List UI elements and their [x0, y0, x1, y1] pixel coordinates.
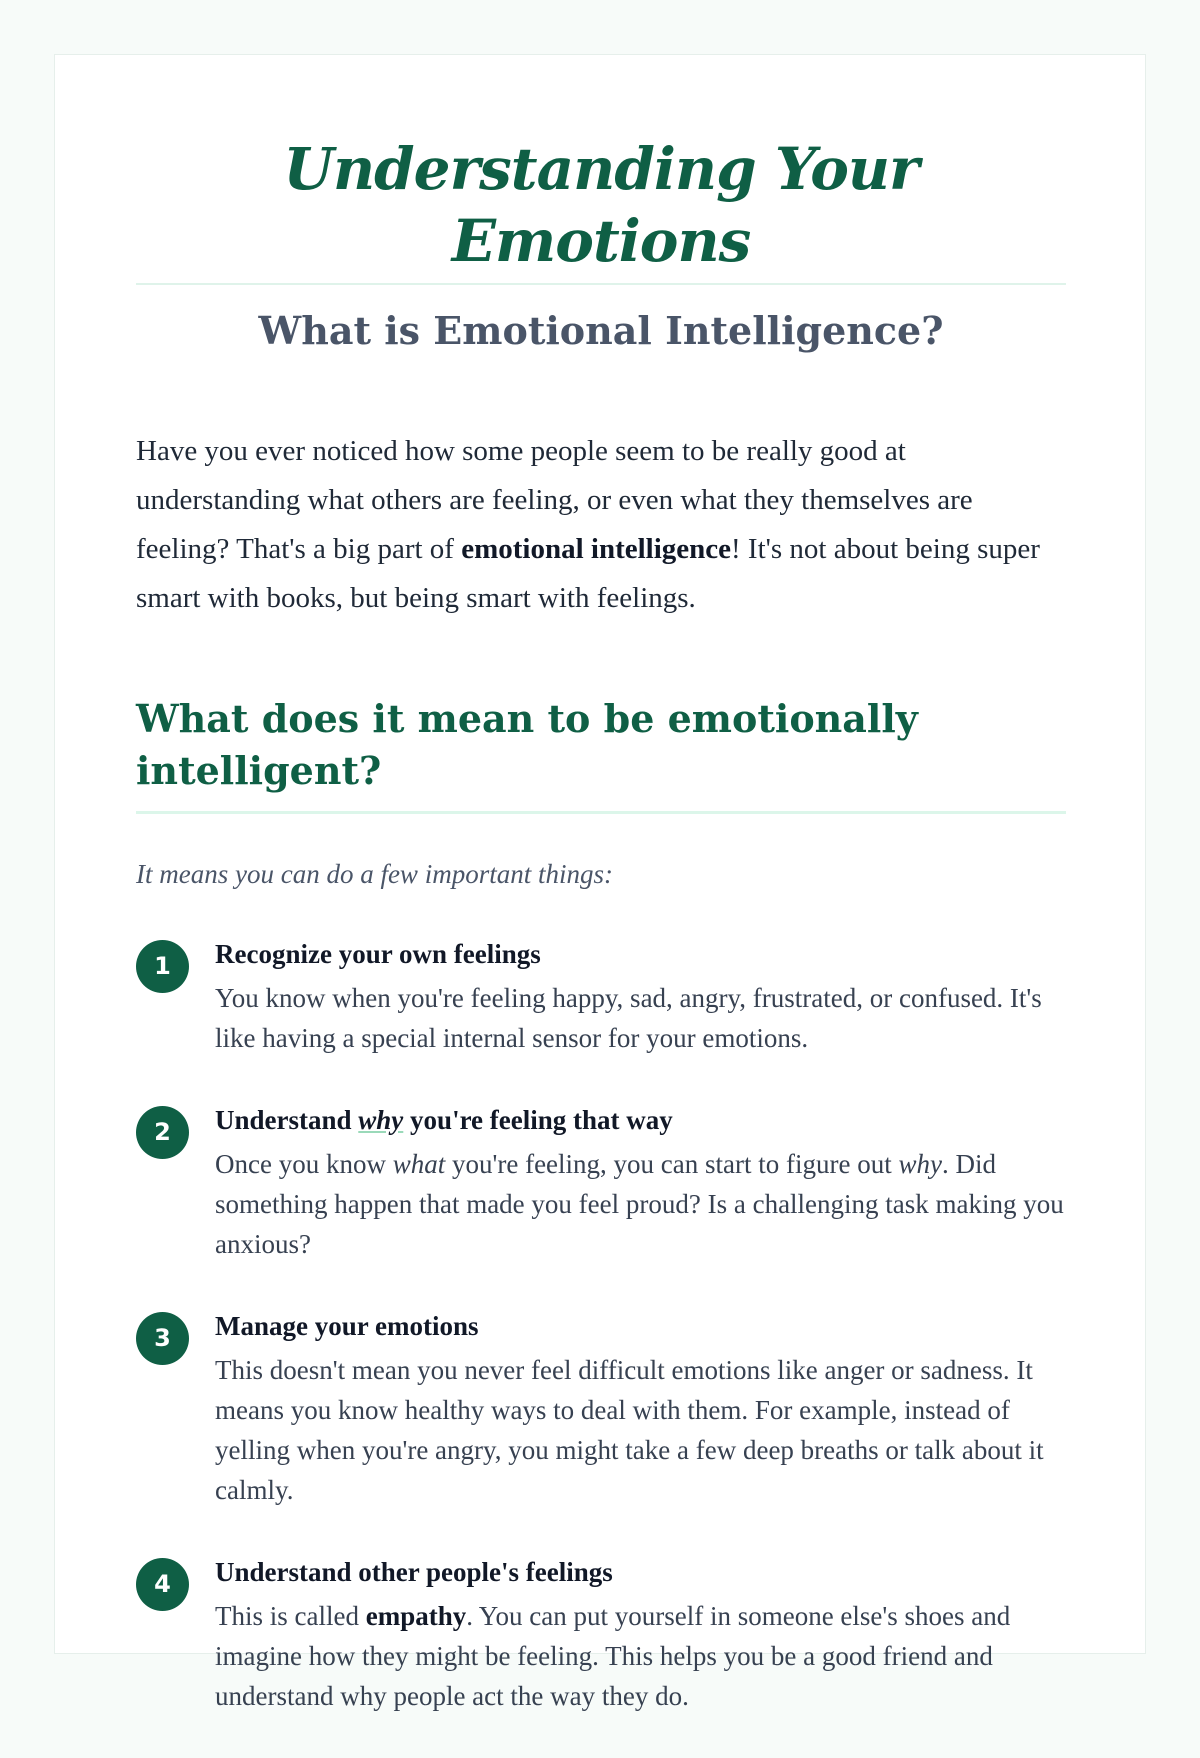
body-text-middle: you're feeling, you can start to figure out — [445, 1149, 899, 1179]
list-item-title: Manage your emotions — [215, 1311, 479, 1341]
body-text-start: Once you know — [215, 1149, 393, 1179]
numbered-list — [136, 934, 1066, 1716]
list-item-title: Understand other people's feelings — [215, 1557, 613, 1587]
number-badge: 1 — [136, 940, 189, 993]
title-text-start: Understand — [215, 1105, 359, 1135]
intro-bold-term: emotional intelligence — [461, 533, 732, 565]
title-text-end: you're feeling that way — [403, 1105, 673, 1135]
list-item — [136, 1100, 1066, 1264]
body-bold-term: empathy — [365, 1601, 467, 1631]
list-item-title — [215, 1100, 1066, 1140]
list-item-body: You know when you're feeling happy, sad, angry, frustrated, or confused. It's like having a special internal sensor for your emotions. — [215, 983, 1042, 1053]
body-text-start: This is called — [215, 1601, 366, 1631]
title-emphasis: why — [358, 1105, 404, 1135]
intro-text-start: Have you ever noticed how some people seem to be really good at understanding what others are feeling, or even what they themselves are feeling? That's a big part of — [136, 435, 973, 565]
body-text-end: . You can put yourself in someone else's shoes and imagine how they might be feeling. This helps you be a good friend and understand why people act the way they do. — [215, 1601, 1011, 1711]
article-card — [54, 54, 1146, 1711]
intro-text-end: ! It's not about being super smart with books, but being smart with feelings. — [136, 533, 1040, 614]
number-badge: 3 — [136, 1312, 189, 1365]
intro-paragraph — [136, 427, 1066, 623]
page-title: Understanding Your Emotions — [283, 135, 919, 275]
body-emphasis-why: why — [898, 1149, 942, 1179]
section-divider — [136, 811, 1066, 814]
article-content — [136, 55, 1066, 1758]
section-heading: What does it mean to be emotionally intelligent? — [136, 696, 918, 793]
list-item-body — [215, 1144, 1066, 1264]
list-item — [136, 1306, 1066, 1510]
list-item-body — [215, 1596, 1066, 1716]
number-badge: 2 — [136, 1106, 189, 1159]
title-divider — [136, 283, 1066, 285]
list-item-body: This doesn't mean you never feel difficult emotions like anger or sadness. It means you know healthy ways to deal with them. For example, instead of yelling when you're angry, you might take a few deep breaths or talk about it calmly. — [215, 1355, 1044, 1505]
list-item — [136, 934, 1066, 1058]
page-subtitle: What is Emotional Intelligence? — [258, 308, 944, 353]
body-text-end: . Did something happen that made you feel proud? Is a challenging task making you anxious? — [215, 1149, 1064, 1259]
section-lead: It means you can do a few important things: — [136, 859, 613, 889]
body-emphasis-what: what — [392, 1149, 446, 1179]
number-badge: 4 — [136, 1558, 189, 1611]
list-item — [136, 1552, 1066, 1716]
list-item-title: Recognize your own feelings — [215, 939, 541, 969]
